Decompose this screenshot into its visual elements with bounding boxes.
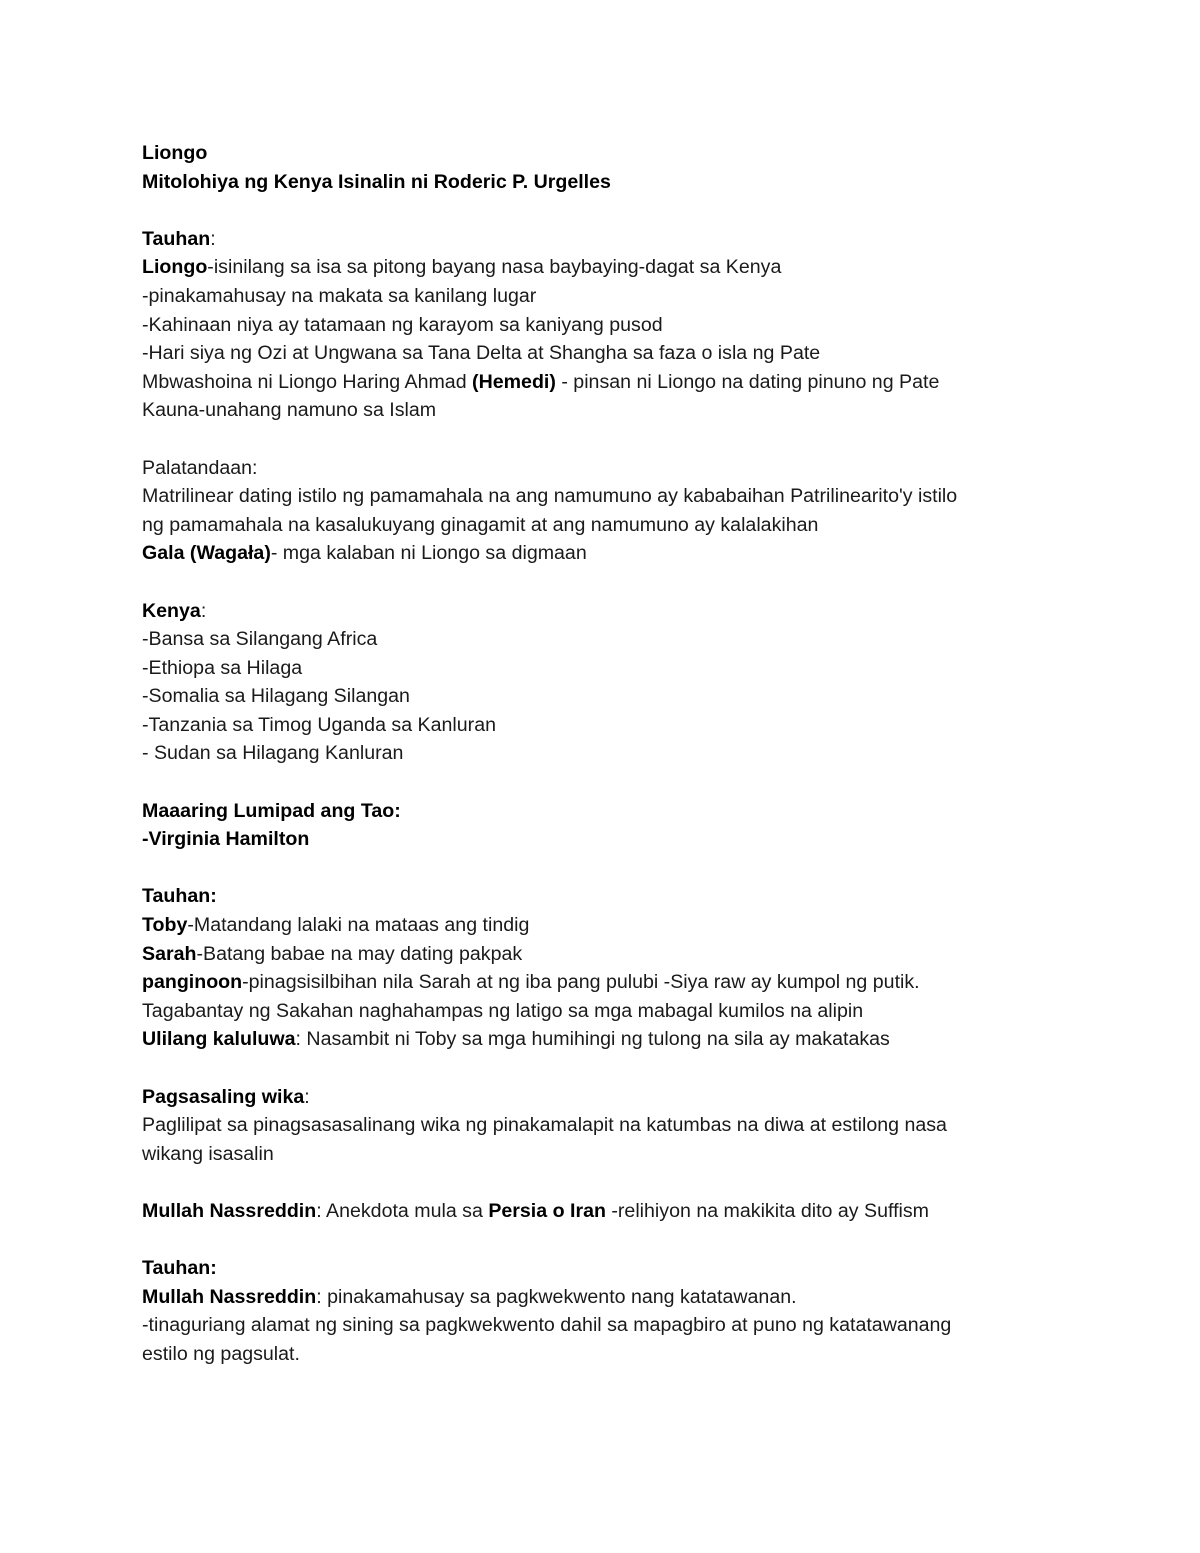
mullah-desc-line: Mullah Nassreddin: pinakamahusay sa pagkwekwento nang katatawanan. — [142, 1285, 797, 1308]
tagabantay-line: Tagabantay ng Sakahan naghahampas ng latigo sa mga mabagal kumilos na alipin — [142, 999, 864, 1022]
doc-title: Liongo — [142, 142, 208, 164]
list-item: -Tanzania sa Timog Uganda sa Kanluran — [142, 713, 496, 736]
doc-subtitle: Mitolohiya ng Kenya Isinalin ni Roderic P. Urgelles — [142, 170, 611, 193]
alamat-line-2: estilo ng pagsulat. — [142, 1342, 300, 1365]
panginoon-line: panginoon-pinagsisilbihan nila Sarah at ng iba pang pulubi -Siya raw ay kumpol ng putik. — [142, 971, 920, 994]
mbwashoina-line: Mbwashoina ni Liongo Haring Ahmad (Hemedi) - pinsan ni Liongo na dating pinuno ng Pate — [142, 370, 940, 393]
kauna-line: Kauna-unahang namuno sa Islam — [142, 399, 437, 422]
sarah-line: Sarah-Batang babae na may dating pakpak — [142, 942, 523, 965]
pagsasaling-line-2: wikang isasalin — [142, 1142, 274, 1165]
list-item: - Sudan sa Hilagang Kanluran — [142, 742, 404, 765]
pagsasaling-heading: Pagsasaling wika: — [142, 1085, 310, 1108]
tauhan-heading: Tauhan: — [142, 1257, 217, 1280]
liongo-name: Liongo — [142, 256, 208, 279]
palatandaan-heading: Palatandaan: — [142, 456, 258, 479]
pagsasaling-line-1: Paglilipat sa pinagsasasalinang wika ng pinakamalapit na katumbas na diwa at estilong nasa — [142, 1114, 947, 1137]
list-item: -Ethiopa sa Hilaga — [142, 656, 303, 679]
hari-line: -Hari siya ng Ozi at Ungwana sa Tana Delta at Shangha sa faza o isla ng Pate — [142, 342, 821, 365]
tauhan-heading: Tauhan: — [142, 227, 216, 250]
kahinaan-line: -Kahinaan niya ay tatamaan ng karayom sa kaniyang pusod — [142, 313, 663, 336]
list-item: -Bansa sa Silangang Africa — [142, 628, 378, 651]
matrilinear-line-1: Matrilinear dating istilo ng pamamahala na ang namumuno ay kababaihan Patrilinearito'y istilo — [142, 485, 958, 508]
document-page — [142, 139, 1062, 1369]
mullah-intro-line: Mullah Nassreddin: Anekdota mula sa Persia o Iran -relihiyon na makikita dito ay Suffism — [142, 1199, 930, 1222]
list-item: -Somalia sa Hilagang Silangan — [142, 685, 410, 708]
alamat-line-1: -tinaguriang alamat ng sining sa pagkwekwento dahil sa mapagbiro at puno ng katatawanang — [142, 1314, 952, 1337]
tauhan-heading: Tauhan: — [142, 885, 217, 908]
liongo-line: Liongo-isinilang sa isa sa pitong bayang nasa baybaying-dagat sa Kenya — [142, 256, 782, 279]
kenya-heading: Kenya: — [142, 599, 207, 622]
story-title: Maaaring Lumipad ang Tao: — [142, 799, 401, 822]
toby-line: Toby-Matandang lalaki na mataas ang tindig — [142, 914, 530, 937]
makata-line: -pinakamahusay na makata sa kanilang lugar — [142, 284, 537, 307]
gala-line: Gala (Wagała)- mga kalaban ni Liongo sa digmaan — [142, 542, 587, 565]
ulilang-line: Ulilang kaluluwa: Nasambit ni Toby sa mga humihingi ng tulong na sila ay makatakas — [142, 1028, 890, 1051]
story-author: -Virginia Hamilton — [142, 828, 310, 851]
matrilinear-line-2: ng pamamahala na kasalukuyang ginagamit at ang namumuno ay kalalakihan — [142, 513, 819, 536]
